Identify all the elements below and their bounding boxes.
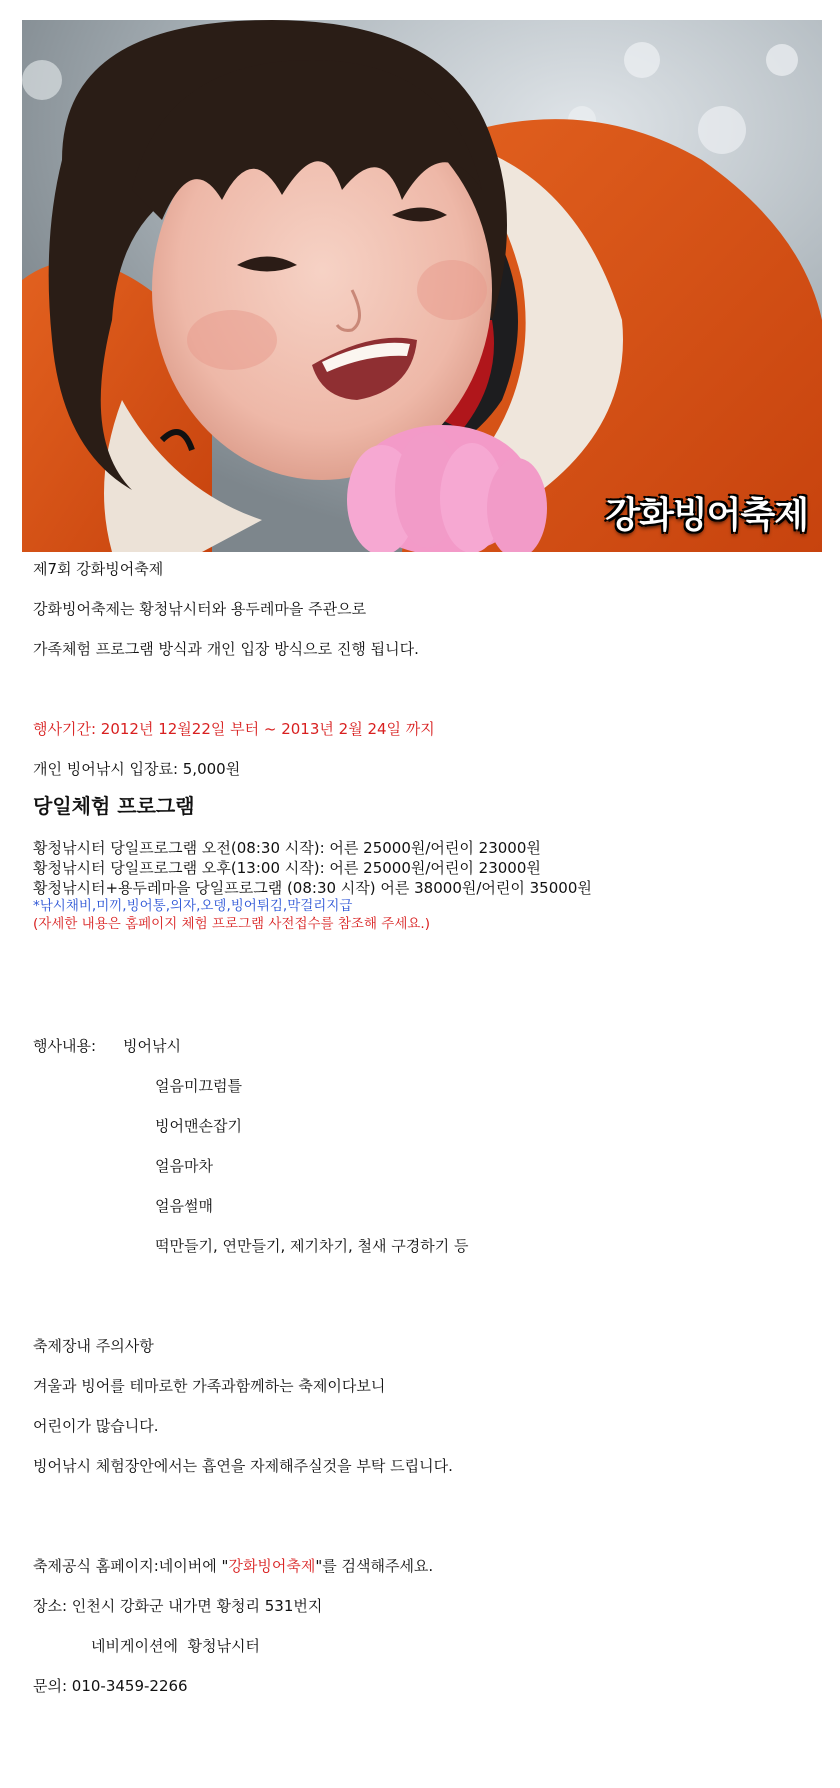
homepage-prefix: 축제공식 홈페이지:네이버에 " (33, 1557, 229, 1575)
festival-photo (22, 20, 822, 552)
venue-address: 장소: 인천시 강화군 내가면 황청리 531번지 (33, 1597, 323, 1615)
event-item: 떡만들기, 연만들기, 제기차기, 철새 구경하기 등 (155, 1237, 469, 1255)
homepage-suffix: "를 검색해주세요. (315, 1557, 434, 1575)
girl-portrait-image (22, 20, 822, 552)
event-item: 얼음마차 (155, 1157, 213, 1175)
program-note-reference: (자세한 내용은 홈페이지 체험 프로그램 사전접수를 참조해 주세요.) (33, 916, 430, 932)
navigation-hint: 네비게이션에 황청낚시터 (91, 1637, 260, 1655)
program-item: 황청낚시터 당일프로그램 오후(13:00 시작): 어른 25000원/어린이 23000원 (33, 859, 541, 877)
program-heading: 당일체험 프로그램 (33, 794, 195, 818)
caution-line-2: 어린이가 많습니다. (33, 1417, 159, 1435)
contact-phone: 문의: 010-3459-2266 (33, 1677, 188, 1695)
event-period: 행사기간: 2012년 12월22일 부터 ~ 2013년 2월 24일 까지 (33, 720, 435, 738)
homepage-info (33, 1556, 433, 1576)
caution-line-3: 빙어낚시 체험장안에서는 흡연을 자제해주실것을 부탁 드립니다. (33, 1457, 453, 1475)
caution-title: 축제장내 주의사항 (33, 1337, 154, 1355)
caution-line-1: 겨울과 빙어를 테마로한 가족과함께하는 축제이다보니 (33, 1377, 386, 1395)
photo-watermark: 강화빙어축제 (605, 495, 808, 536)
event-item: 빙어맨손잡기 (155, 1117, 242, 1135)
event-item: 빙어낚시 (123, 1037, 181, 1055)
program-note-included: *낚시채비,미끼,빙어통,의자,오뎅,빙어튀김,막걸리지급 (33, 898, 353, 914)
program-item: 황청낚시터 당일프로그램 오전(08:30 시작): 어른 25000원/어린이 23000원 (33, 839, 541, 857)
event-item: 얼음미끄럼틀 (155, 1077, 242, 1095)
intro-line-1: 강화빙어축제는 황청낚시터와 용두레마을 주관으로 (33, 600, 367, 618)
event-item: 얼음썰매 (155, 1197, 213, 1215)
homepage-keyword: 강화빙어축제 (228, 1557, 316, 1575)
intro-line-2: 가족체험 프로그램 방식과 개인 입장 방식으로 진행 됩니다. (33, 640, 419, 658)
admission-fee: 개인 빙어낚시 입장료: 5,000원 (33, 760, 241, 778)
events-label: 행사내용: (33, 1037, 97, 1055)
program-item: 황청낚시터+용두레마을 당일프로그램 (08:30 시작) 어른 38000원/어린이 35000원 (33, 879, 592, 897)
festival-title: 제7회 강화빙어축제 (33, 560, 164, 578)
